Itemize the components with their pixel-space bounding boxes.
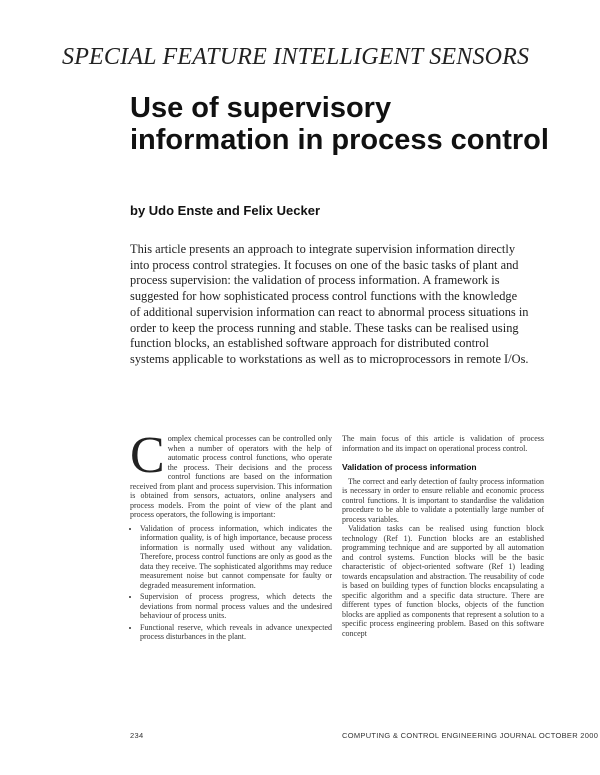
journal-footer: COMPUTING & CONTROL ENGINEERING JOURNAL OCTOBER 2000 (342, 731, 599, 740)
feature-label: SPECIAL FEATURE INTELLIGENT SENSORS (62, 44, 530, 70)
right-paragraph: The correct and early detection of faulty process information is necessary in order to ensure reliable and economic process control functions. It is important to standardise the validation procedure to be able to validate a potentially large number of process variables. (342, 476, 544, 524)
bullet-item: • Supervision of process progress, which detects the deviations from normal process values and the undesired behaviour of process units. (140, 592, 332, 621)
section-subhead: Validation of process information (342, 462, 477, 472)
bullet-item: • Validation of process information, which indicates the information quality, is of high importance, because process information is normally used without any validation. Therefore, process control functions are only as good as the data they receive. The sophisticated algorithms may reduce measurement noise but cannot compensate for faulty or degraded measurement information. (140, 524, 332, 591)
article-byline: by Udo Enste and Felix Uecker (130, 203, 321, 218)
right-column (342, 434, 544, 638)
article-abstract: This article presents an approach to integrate supervision information directly into process control strategies. It focuses on one of the basic tasks of plant and process supervision: the validation of process information. A framework is suggested for how sophisticated process control functions with the knowledge of additional supervision information can react to abnormal process situations in order to keep the process running and stable. These tasks can be realised using function blocks, an established software approach for distributed control systems applicable to workstations as well as to microprocessors in remote I/Os. (130, 242, 529, 366)
right-intro-paragraph: The main focus of this article is validation of process information and its impact on operational process control. (342, 434, 544, 453)
bullet-list (130, 524, 332, 642)
article-title: Use of supervisory information in process control (130, 92, 549, 156)
drop-cap: C (130, 427, 165, 484)
left-intro-text: omplex chemical processes can be controlled only when a number of operators with the help of automatic process control functions, who operate the process. Their decisions and the process control functions are based on the information received from plant and process supervision. This information is obtained from sensors, actuators, online analysers and process models. From the point of view of the plant and process operators, the following is important: (130, 434, 332, 519)
page-number: 234 (130, 731, 144, 740)
left-intro-paragraph (130, 427, 332, 520)
right-paragraph: Validation tasks can be realised using function block technology (Ref 1). Function blocks are an established programming technique and are supported by all automation and control systems. Function blocks will be the basic characteristic of object-oriented software (Ref 1) leading towards encapsulation and abstraction. The reusability of code is based on building types of function blocks encapsulating a specific algorithm and a specific data structure. There are different types of function blocks, objects of the function blocks are applied as components that represent a solution to a specific process engineering problem. Based on this software concept (342, 524, 544, 638)
left-column (130, 427, 332, 644)
bullet-item: • Functional reserve, which reveals in advance unexpected process disturbances in the plant. (140, 623, 332, 642)
